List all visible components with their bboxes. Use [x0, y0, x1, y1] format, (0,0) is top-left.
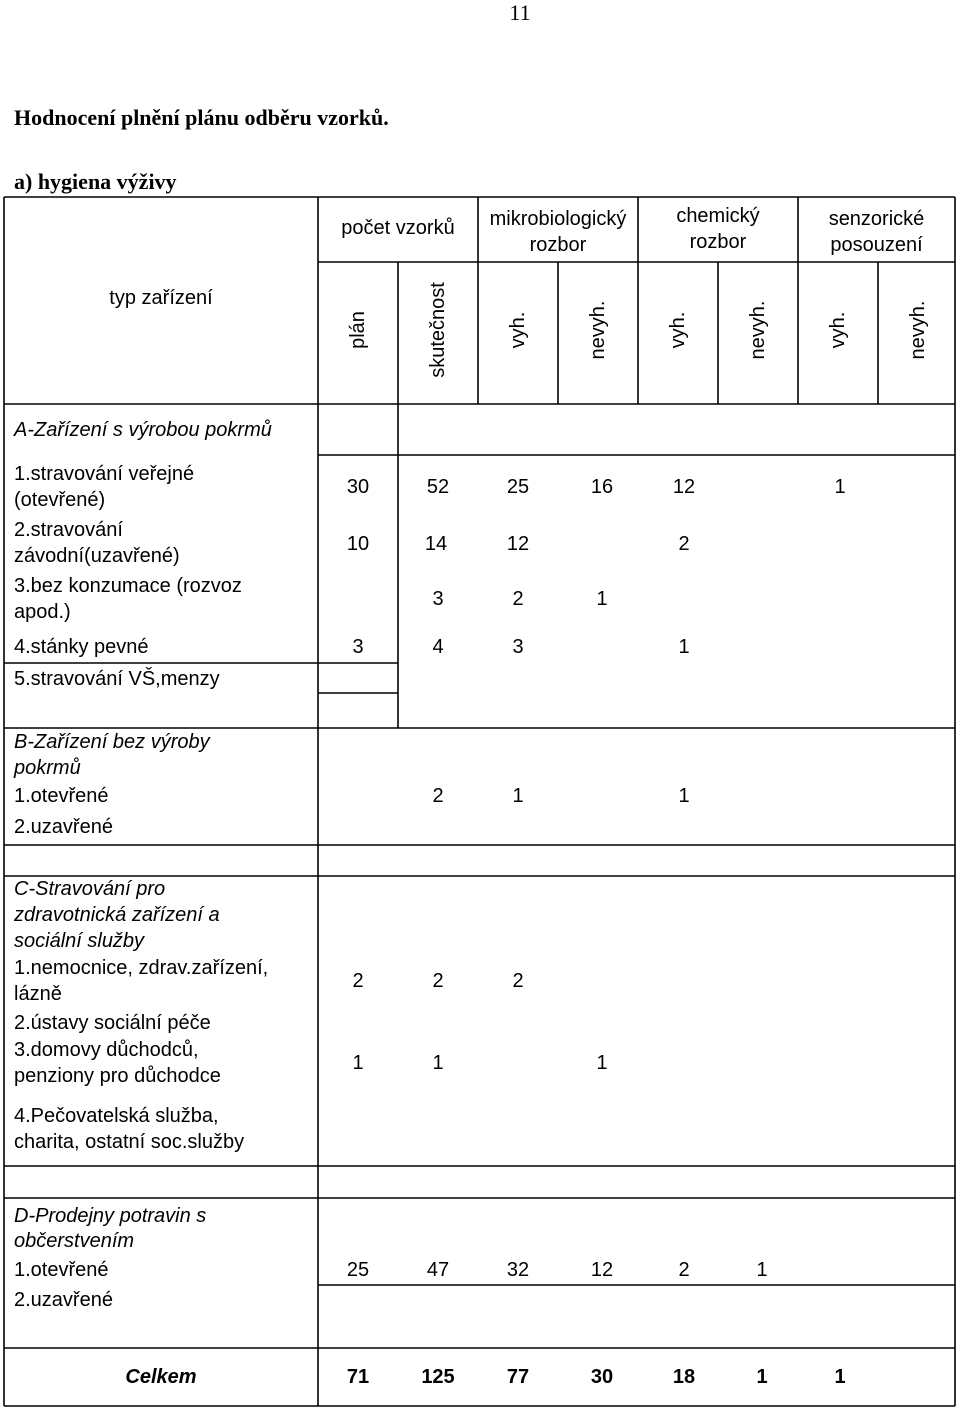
- row-b1-label: 1.otevřené: [14, 785, 109, 807]
- total-value: 1: [834, 1366, 846, 1388]
- row-c4-label-line2: charita, ostatní soc.služby: [14, 1131, 245, 1153]
- row-d1-value: 2: [678, 1259, 690, 1281]
- row-d1-value: 25: [346, 1259, 370, 1281]
- header-type-label: typ zařízení: [109, 287, 213, 309]
- section-d-title-line1: D-Prodejny potravin s: [14, 1205, 207, 1227]
- row-b2-label: 2.uzavřené: [14, 816, 113, 838]
- row-a3-value: 3: [432, 588, 444, 610]
- row-a1-value: 30: [346, 476, 370, 498]
- row-a2-label-line2: závodní(uzavřené): [14, 545, 180, 567]
- row-a2-label-line1: 2.stravování: [14, 519, 123, 541]
- total-value: 18: [672, 1366, 696, 1388]
- row-c1-value: 2: [432, 970, 444, 992]
- document-title: Hodnocení plnění plánu odběru vzorků.: [14, 105, 389, 130]
- header-chem-line2: rozbor: [689, 231, 747, 253]
- header-chem-line1: chemický: [676, 205, 760, 227]
- row-a2-value: 10: [346, 533, 370, 555]
- section-c-title-line2: zdravotnická zařízení a: [14, 904, 220, 926]
- row-c1-label-line2: lázně: [14, 983, 62, 1005]
- header-mikro-line1: mikrobiologický: [489, 208, 627, 230]
- row-c1-label-line1: 1.nemocnice, zdrav.zařízení,: [14, 957, 269, 979]
- row-a3-label-line1: 3.bez konzumace (rozvoz: [14, 575, 242, 597]
- section-d-title-line2: občerstvením: [14, 1230, 135, 1252]
- section-a-title: A-Zařízení s výrobou pokrmů: [14, 419, 272, 441]
- row-a1-value: 52: [426, 476, 450, 498]
- row-a5-label: 5.stravování VŠ,menzy: [14, 668, 220, 690]
- row-a4-value: 3: [512, 636, 524, 658]
- section-c-title-line3: sociální služby: [14, 930, 145, 952]
- page-number: 11: [509, 0, 531, 25]
- header-mikro-line2: rozbor: [529, 234, 587, 256]
- row-a1-value: 25: [506, 476, 530, 498]
- row-a3-label-line2: apod.): [14, 601, 71, 623]
- header-senz-line1: senzorické: [828, 208, 925, 230]
- row-b1-value: 1: [512, 785, 524, 807]
- row-a1-value: 1: [834, 476, 846, 498]
- row-c4-label-line1: 4.Pečovatelská služba,: [14, 1105, 219, 1127]
- total-label: Celkem: [125, 1366, 197, 1388]
- row-d1-value: 12: [590, 1259, 614, 1281]
- row-a3-value: 1: [596, 588, 608, 610]
- row-a1-value: 12: [672, 476, 696, 498]
- row-a4-label: 4.stánky pevné: [14, 636, 149, 658]
- row-c3-value: 1: [432, 1052, 444, 1074]
- total-value: 71: [346, 1366, 370, 1388]
- row-a1-value: 16: [590, 476, 614, 498]
- row-a2-value: 14: [424, 533, 448, 555]
- section-c-title-line1: C-Stravování pro: [14, 878, 166, 900]
- row-d1-value: 47: [426, 1259, 450, 1281]
- row-c2-label: 2.ústavy sociální péče: [14, 1012, 211, 1034]
- row-c3-label-line2: penziony pro důchodce: [14, 1065, 221, 1087]
- row-a3-value: 2: [512, 588, 524, 610]
- total-value: 30: [590, 1366, 614, 1388]
- header-senz-line2: posouzení: [830, 234, 923, 256]
- row-a4-value: 4: [432, 636, 444, 658]
- row-c1-value: 2: [512, 970, 524, 992]
- section-b-title-line1: B-Zařízení bez výroby: [14, 731, 210, 753]
- total-value: 77: [506, 1366, 530, 1388]
- row-b1-value: 2: [432, 785, 444, 807]
- row-c1-value: 2: [352, 970, 364, 992]
- document-subtitle: a) hygiena výživy: [14, 169, 177, 194]
- row-c3-value: 1: [352, 1052, 364, 1074]
- row-d1-value: 32: [506, 1259, 530, 1281]
- header-pocet-vzorku: počet vzorků: [341, 217, 455, 239]
- row-b1-value: 1: [678, 785, 690, 807]
- total-value: 1: [756, 1366, 768, 1388]
- row-a2-value: 2: [678, 533, 690, 555]
- row-d1-label: 1.otevřené: [14, 1259, 109, 1281]
- row-a4-value: 1: [678, 636, 690, 658]
- row-c3-value: 1: [596, 1052, 608, 1074]
- row-a1-label-line1: 1.stravování veřejné: [14, 463, 195, 485]
- row-d2-label: 2.uzavřené: [14, 1289, 113, 1311]
- row-c3-label-line1: 3.domovy důchodců,: [14, 1039, 199, 1061]
- total-value: 125: [421, 1366, 455, 1388]
- section-b-title-line2: pokrmů: [14, 757, 81, 779]
- row-a1-label-line2: (otevřené): [14, 489, 106, 511]
- row-a4-value: 3: [352, 636, 364, 658]
- row-a2-value: 12: [506, 533, 530, 555]
- row-d1-value: 1: [756, 1259, 768, 1281]
